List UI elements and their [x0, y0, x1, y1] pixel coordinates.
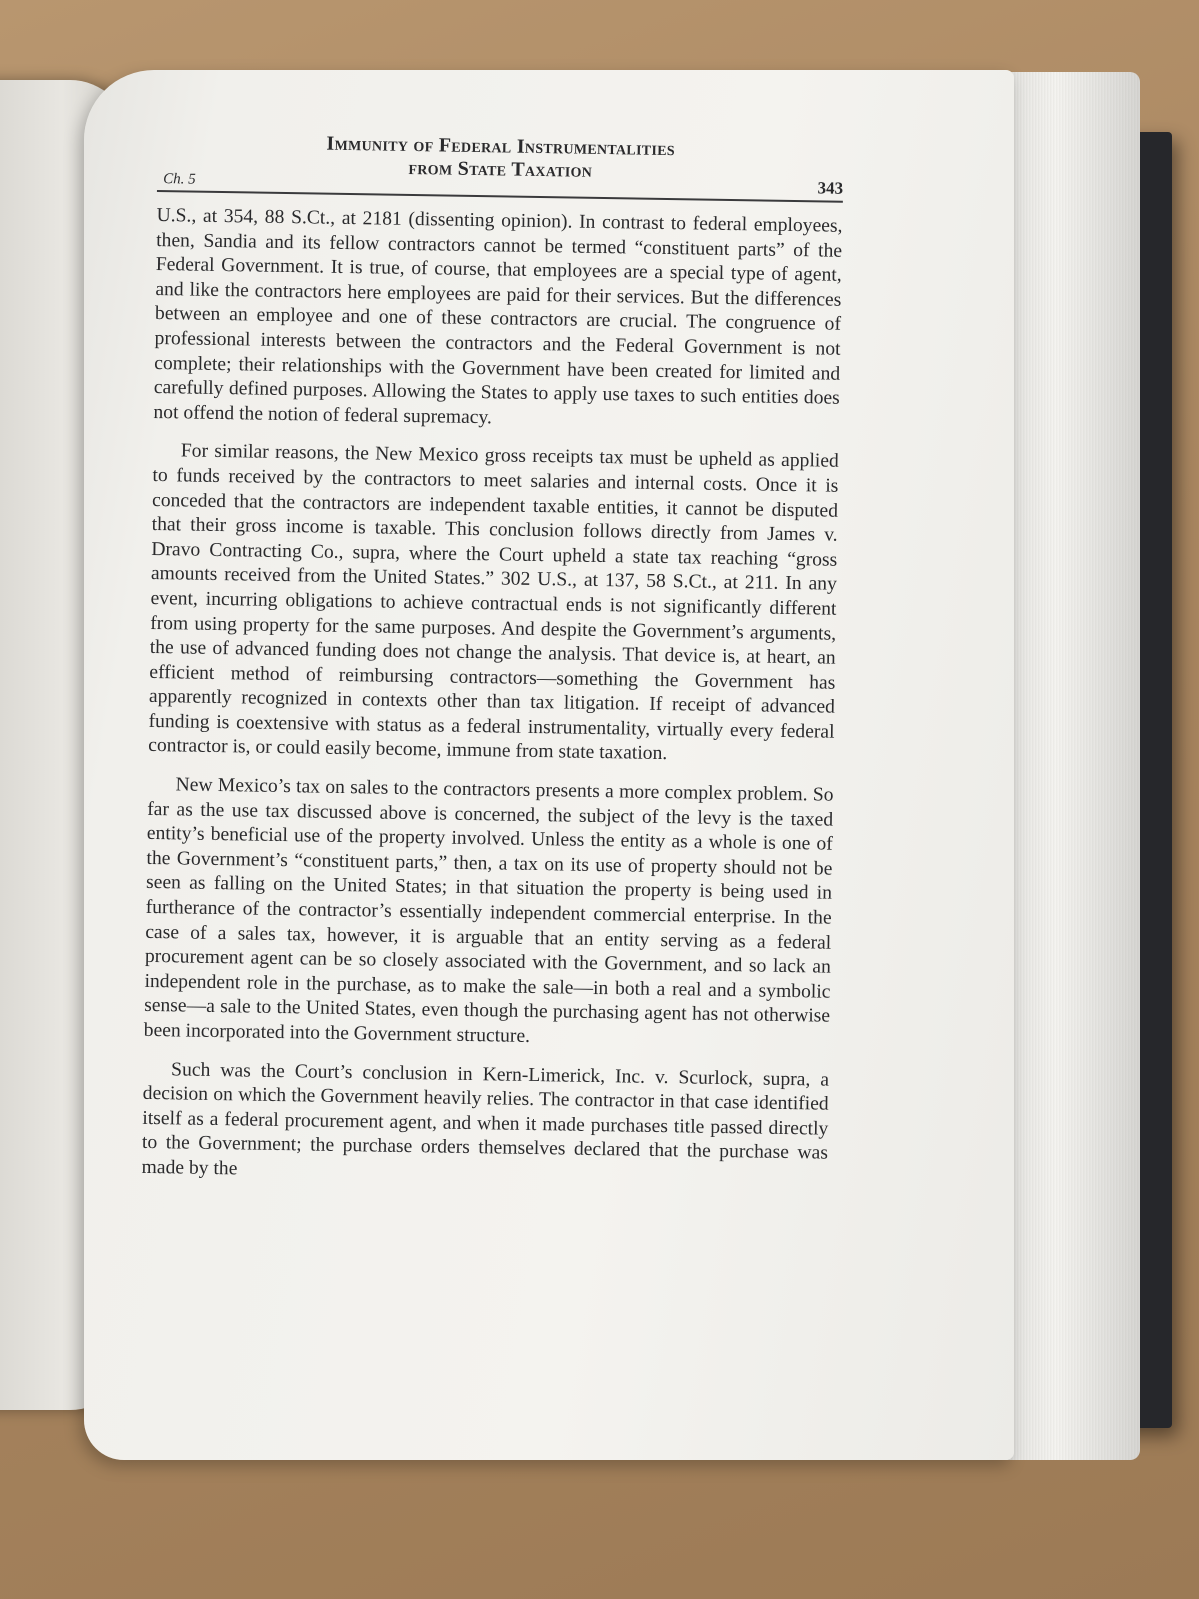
page-number: 343	[817, 178, 844, 198]
running-head-title	[157, 130, 844, 187]
paragraph-3: New Mexico’s tax on sales to the contractors presents a more complex problem. So far as the use tax discussed above is concerned, the subject of the levy is the taxed entity’s beneficial use of the property involved. Unless the entity as a whole is one of the Government’s “constituent parts,” then, a tax on its use of property should not be seen as falling on the United States; in that situation the property is being used in furtherance of the contractor’s essentially independent commercial enterprise. In the case of a sales tax, however, it is arguable that an entity serving as a federal procurement agent can be so closely associated with the Government, and so lack an independent role in the purchase, as to make the sale—in both a real and a symbolic sense—a sale to the United States, even though the purchasing agent has not otherwise been incorporated into the Government structure.	[143, 774, 834, 1047]
chapter-reference: Ch. 5	[163, 171, 196, 188]
paragraph-4: Such was the Court’s conclusion in Kern-Limerick, Inc. v. Scurlock, supra, a decision on which the Government heavily relies. The contractor in that case identified itself as a federal procurement agent, and when it made purchases title passed directly to the Government; the purchase orders themselves declared that the purchase was made by the	[141, 1058, 830, 1180]
paragraph-1: U.S., at 354, 88 S.Ct., at 2181 (dissenting opinion). In contrast to federal employees, then, Sandia and its fellow contractors cannot be termed “constituent parts” of the Federal Government. It is true, of course, that employees are a special type of agent, and like the contractors here employees are paid for their services. But the differences between an employee and one of these contractors are crucial. The congruence of professional interests between the contractors and the Federal Government is not complete; their relationships with the Government have been created for limited and carefully defined purposes. Allowing the States to apply use taxes to such entities does not offend the notion of federal supremacy.	[153, 204, 843, 429]
running-head-line-1: Immunity of Federal Instrumentalities	[326, 132, 676, 161]
body-text	[141, 204, 842, 1191]
page-content	[141, 124, 844, 1205]
paragraph-2: For similar reasons, the New Mexico gross receipts tax must be upheld as applied to funds received by the contractors to meet salaries and internal costs. Once it is conceded that the contractors are independent taxable entities, it cannot be disputed that their gross income is taxable. This conclusion follows directly from James v. Dravo Contracting Co., supra, where the Court upheld a state tax reaching “gross amounts received from the United States.” 302 U.S., at 137, 58 S.Ct., at 211. In any event, incurring obligations to achieve contractual ends is not significantly different from using property for the same purposes. And despite the Government’s arguments, the use of advanced funding does not change the analysis. That device is, at heart, an efficient method of reimbursing contractors—something the Government has apparently recognized in contexts other than tax litigation. If receipt of advanced funding is coextensive with status as a federal instrumentality, virtually every federal contractor is, or could easily become, immune from state taxation.	[148, 440, 839, 765]
running-head	[157, 124, 844, 203]
running-head-line-2: from State Taxation	[408, 156, 593, 182]
page-stack-shade	[1000, 72, 1140, 1460]
